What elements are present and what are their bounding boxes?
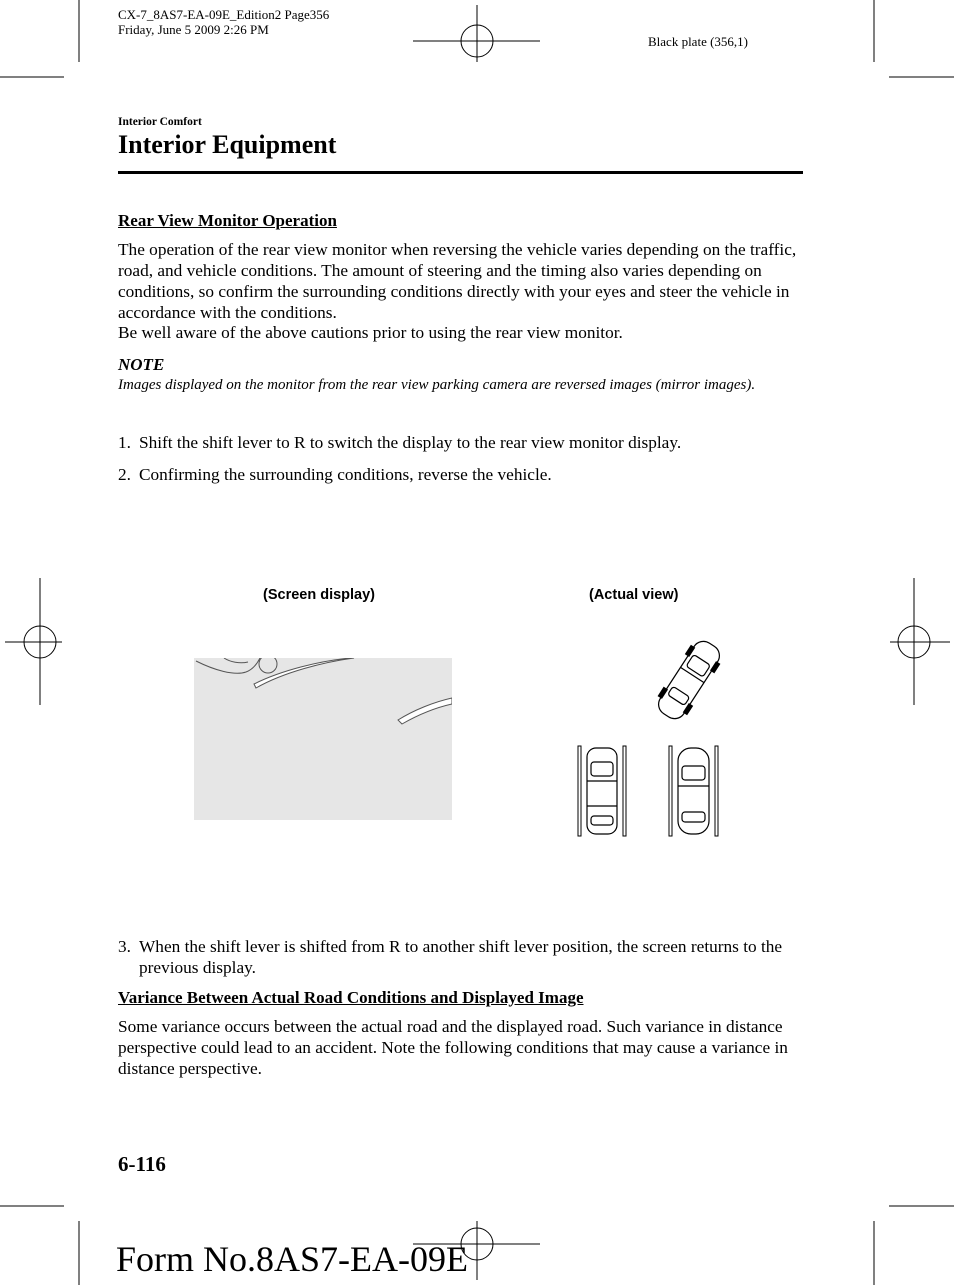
step-number: 3. — [118, 937, 131, 956]
caption-screen-display: (Screen display) — [263, 587, 376, 603]
list-item-step-3 — [118, 936, 808, 978]
caption-actual-view: (Actual view) — [589, 587, 679, 603]
form-number: Form No.8AS7-EA-09E — [116, 1239, 468, 1279]
step-number: 2. — [118, 465, 131, 484]
list-item-step-1 — [118, 432, 808, 453]
subsection-heading-rear-view: Rear View Monitor Operation — [118, 211, 337, 230]
title-rule — [118, 171, 803, 174]
rear-view-caution-line: Be well aware of the above cautions prior to using the rear view monitor. — [118, 323, 623, 342]
actual-view-illustration — [575, 636, 725, 840]
list-item-step-2 — [118, 464, 808, 485]
note-text: Images displayed on the monitor from the rear view parking camera are reversed images (mirror images). — [118, 377, 756, 393]
step-number: 1. — [118, 433, 131, 452]
step-text: When the shift lever is shifted from R to another shift lever position, the screen returns to the previous display. — [139, 937, 783, 977]
page-title: Interior Equipment — [118, 130, 337, 159]
step-text: Shift the shift lever to R to switch the display to the rear view monitor display. — [139, 433, 682, 452]
rear-view-paragraph: The operation of the rear view monitor when reversing the vehicle varies depending on the traffic, road, and vehicle conditions. The amount of steering and the timing also varies depending on conditions, so confirm the surrounding conditions directly with your eyes and steer the vehicle in accordance with the conditions. — [118, 240, 797, 322]
section-label: Interior Comfort — [118, 116, 202, 128]
print-header-date: Friday, June 5 2009 2:26 PM — [118, 22, 269, 37]
screen-display-illustration — [194, 658, 452, 820]
note-heading: NOTE — [118, 355, 165, 374]
print-header-plate: Black plate (356,1) — [648, 34, 748, 49]
variance-paragraph: Some variance occurs between the actual road and the displayed road. Such variance in distance perspective could lead to an accident. Note the following conditions that may cause a variance in distance perspective. — [118, 1017, 788, 1078]
page-number: 6-116 — [118, 1152, 166, 1176]
subsection-heading-variance: Variance Between Actual Road Conditions and Displayed Image — [118, 988, 584, 1007]
step-text: Confirming the surrounding conditions, reverse the vehicle. — [139, 465, 552, 484]
print-header-file: CX-7_8AS7-EA-09E_Edition2 Page356 — [118, 7, 330, 22]
